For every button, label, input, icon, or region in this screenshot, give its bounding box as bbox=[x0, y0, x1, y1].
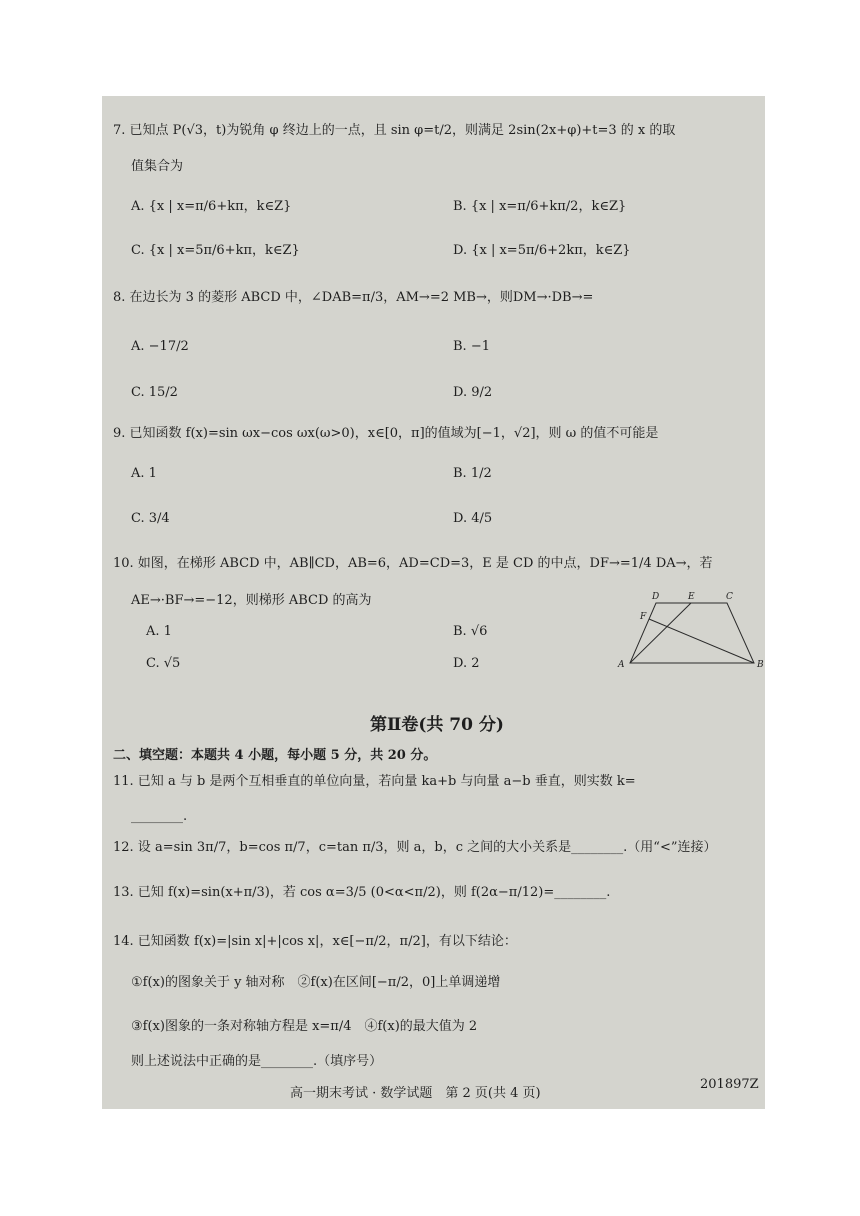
segment-bf bbox=[649, 619, 754, 663]
label-d: D bbox=[652, 592, 660, 602]
q10-option-d: D. 2 bbox=[453, 656, 480, 671]
trapezoid-outline bbox=[630, 603, 754, 663]
label-a: A bbox=[618, 660, 625, 670]
page-footer: 高一期末考试 · 数学试题 第 2 页(共 4 页) bbox=[290, 1086, 541, 1101]
q7-option-c: C. {x | x=5π/6+kπ，k∈Z} bbox=[131, 243, 300, 258]
q8-option-c: C. 15/2 bbox=[131, 385, 178, 400]
q9-option-b: B. 1/2 bbox=[453, 466, 492, 481]
q12-stem: 12. 设 a=sin 3π/7，b=cos π/7，c=tan π/3，则 a，b，c 之间的大小关系是________.（用“<”连接） bbox=[113, 840, 717, 855]
q7-stem-line1: 7. 已知点 P(√3，t)为锐角 φ 终边上的一点，且 sin φ=t/2，则满足 2sin(2x+φ)+t=3 的 x 的取 bbox=[113, 123, 676, 138]
label-b: B bbox=[757, 660, 764, 670]
q14-statements-3-4: ③f(x)图象的一条对称轴方程是 x=π/4 ④f(x)的最大值为 2 bbox=[131, 1019, 478, 1034]
q13-stem: 13. 已知 f(x)=sin(x+π/3)，若 cos α=3/5 (0<α<π/2)，则 f(2α−π/12)=________. bbox=[113, 885, 611, 900]
trapezoid-figure bbox=[612, 586, 768, 670]
q8-option-d: D. 9/2 bbox=[453, 385, 493, 400]
q8-stem: 8. 在边长为 3 的菱形 ABCD 中，∠DAB=π/3，AM→=2 MB→，则DM→·DB→= bbox=[113, 290, 594, 305]
label-f: F bbox=[640, 612, 647, 622]
q11-blank: ________. bbox=[131, 809, 188, 824]
q10-option-b: B. √6 bbox=[453, 624, 488, 639]
q10-stem-line2: AE→·BF→=−12，则梯形 ABCD 的高为 bbox=[131, 593, 372, 608]
q7-stem-line2: 值集合为 bbox=[131, 159, 184, 174]
part2-title: 第Ⅱ卷(共 70 分) bbox=[370, 715, 504, 735]
q8-option-a: A. −17/2 bbox=[131, 339, 189, 354]
section-header: 二、填空题：本题共 4 小题，每小题 5 分，共 20 分。 bbox=[113, 748, 437, 763]
q9-stem: 9. 已知函数 f(x)=sin ωx−cos ωx(ω>0)，x∈[0，π]的值域为[−1，√2]，则 ω 的值不可能是 bbox=[113, 426, 659, 441]
q9-option-d: D. 4/5 bbox=[453, 511, 493, 526]
q14-statements-1-2: ①f(x)的图象关于 y 轴对称 ②f(x)在区间[−π/2，0]上单调递增 bbox=[131, 975, 501, 990]
q14-answer-line: 则上述说法中正确的是________.（填序号） bbox=[131, 1054, 383, 1069]
q10-option-a: A. 1 bbox=[146, 624, 172, 639]
q7-option-b: B. {x | x=π/6+kπ/2，k∈Z} bbox=[453, 199, 627, 214]
label-c: C bbox=[726, 592, 733, 602]
q10-stem-line1: 10. 如图，在梯形 ABCD 中，AB∥CD，AB=6，AD=CD=3，E 是 CD 的中点，DF→=1/4 DA→，若 bbox=[113, 556, 713, 571]
q8-option-b: B. −1 bbox=[453, 339, 490, 354]
q9-option-c: C. 3/4 bbox=[131, 511, 170, 526]
exam-code: 201897Z bbox=[700, 1077, 759, 1092]
q7-option-d: D. {x | x=5π/6+2kπ，k∈Z} bbox=[453, 243, 631, 258]
q9-option-a: A. 1 bbox=[131, 466, 157, 481]
q7-option-a: A. {x | x=π/6+kπ，k∈Z} bbox=[131, 199, 292, 214]
q11-line1: 11. 已知 a 与 b 是两个互相垂直的单位向量，若向量 ka+b 与向量 a−b 垂直，则实数 k= bbox=[113, 774, 636, 789]
label-e: E bbox=[688, 592, 695, 602]
q10-option-c: C. √5 bbox=[146, 656, 181, 671]
q14-stem: 14. 已知函数 f(x)=|sin x|+|cos x|，x∈[−π/2，π/2]，有以下结论： bbox=[113, 934, 517, 949]
